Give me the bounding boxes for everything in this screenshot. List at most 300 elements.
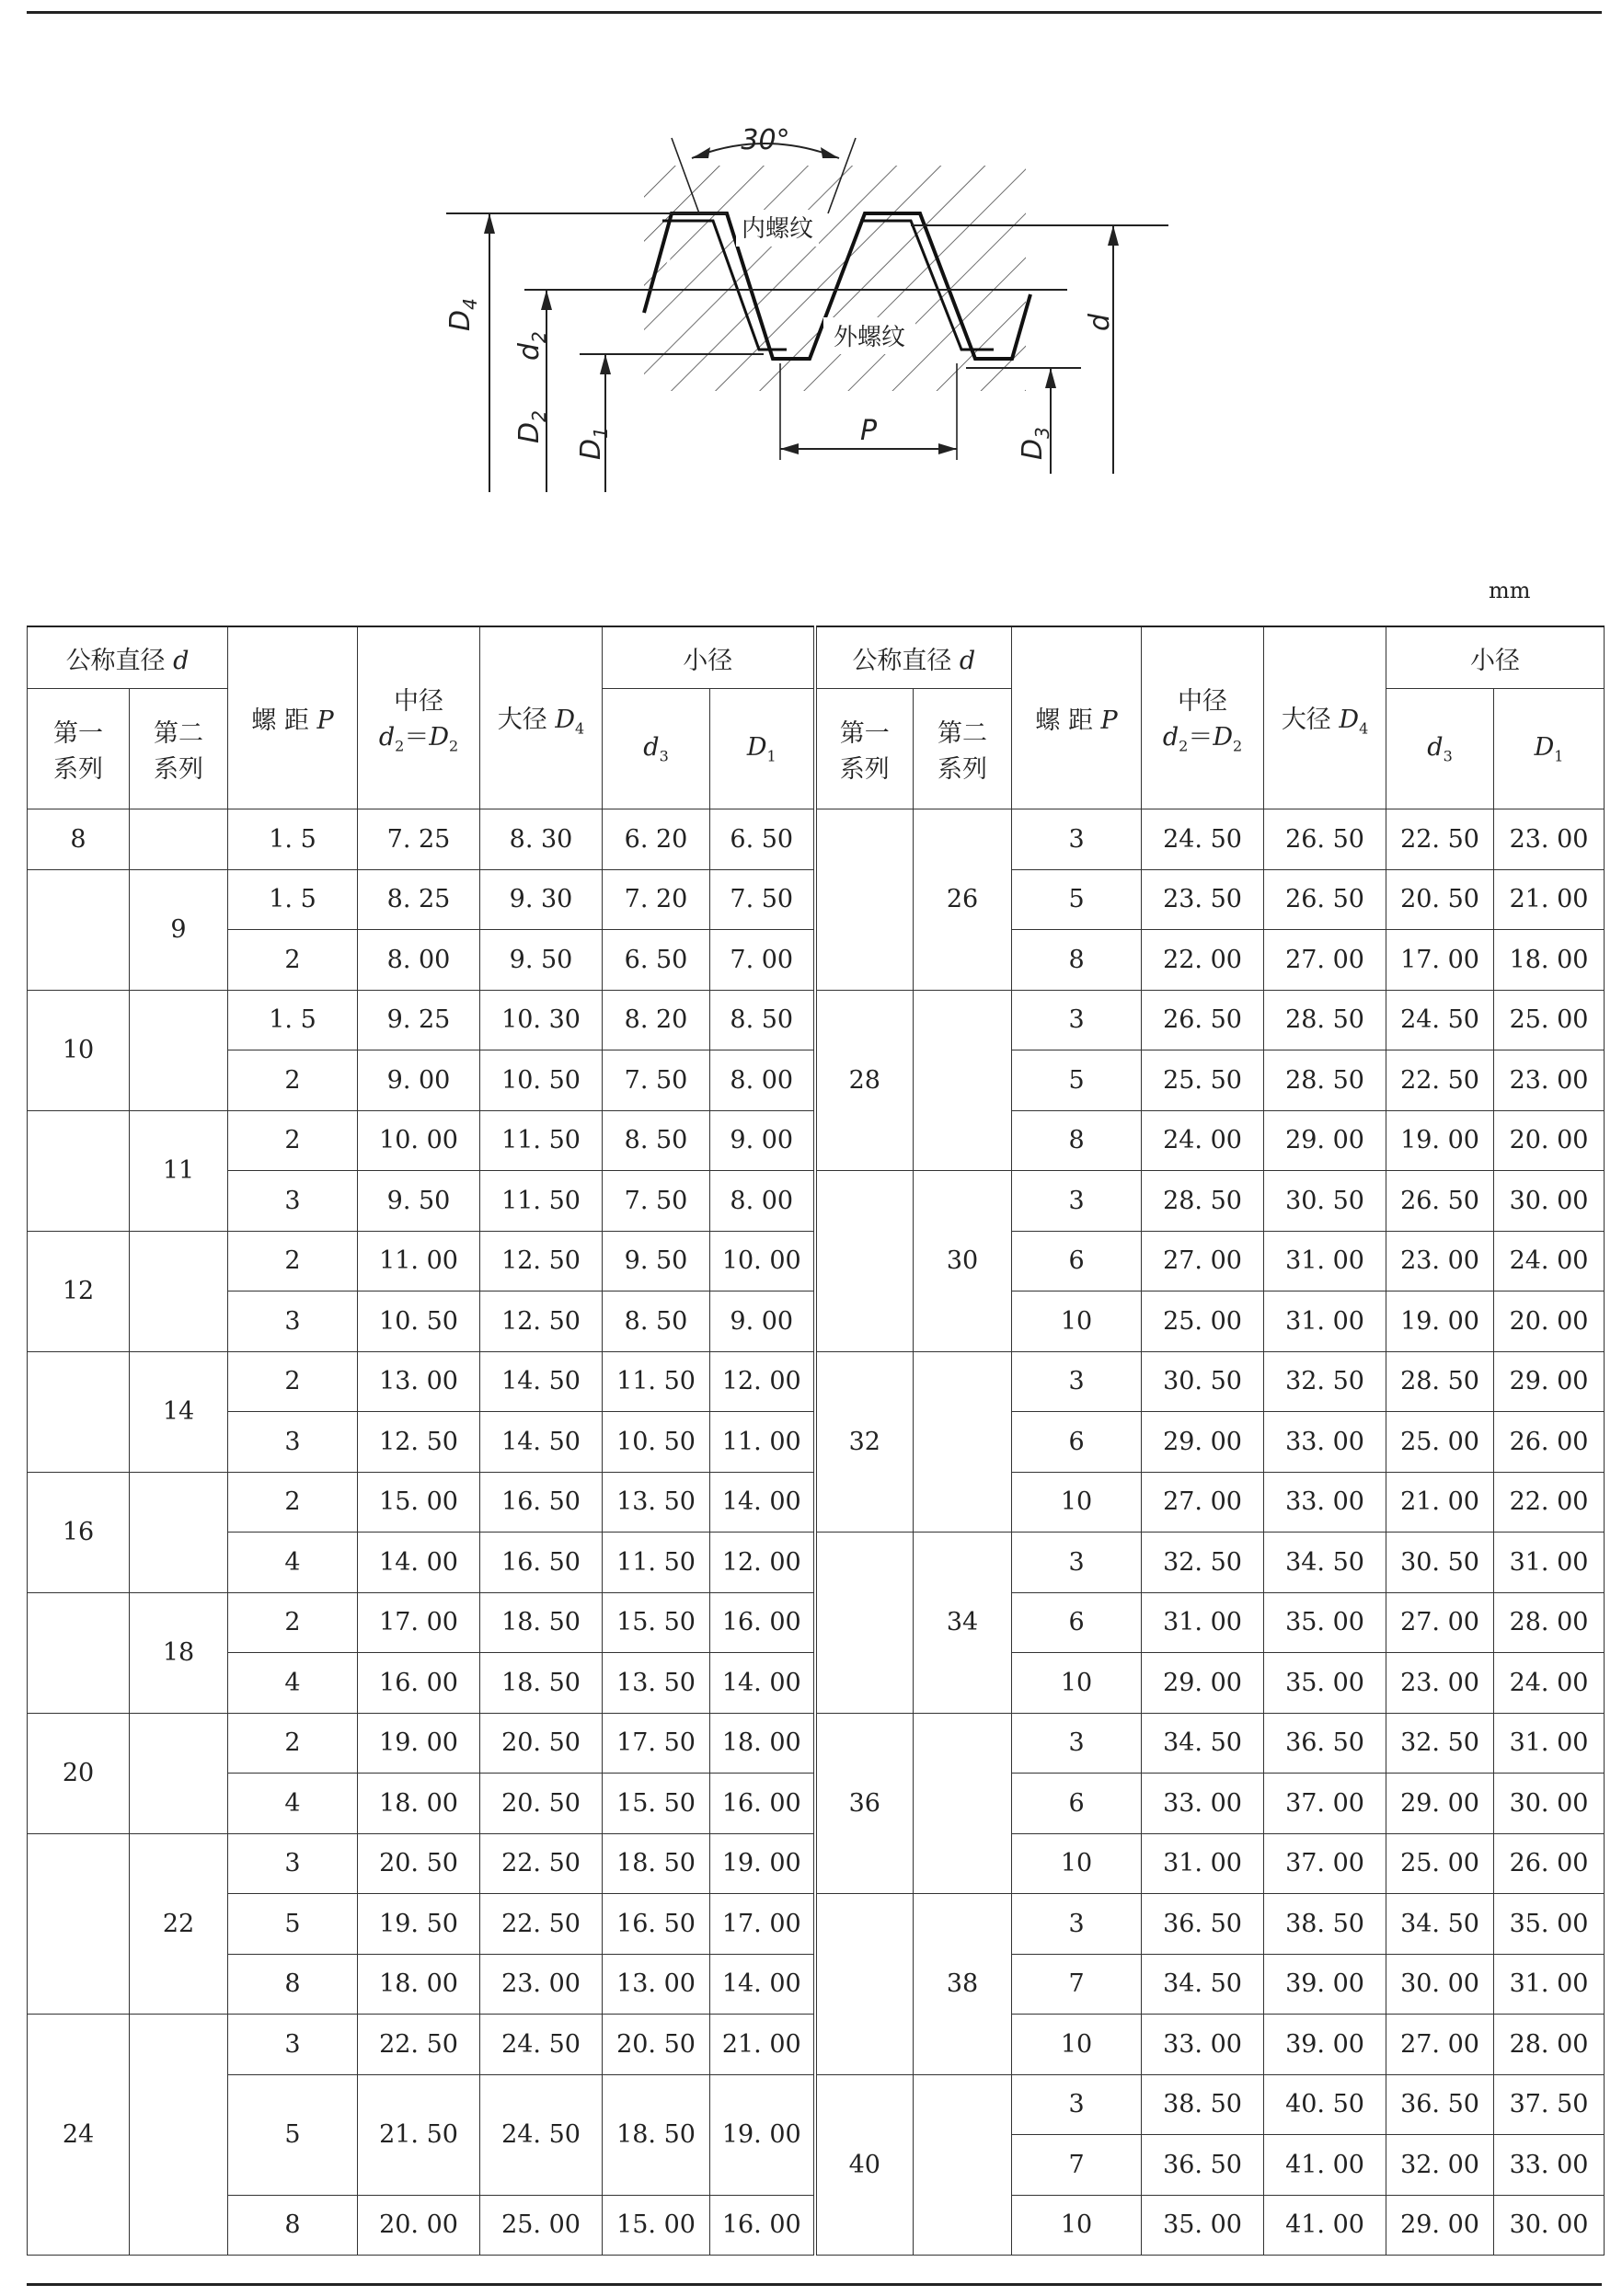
series1-cell <box>28 1351 130 1472</box>
minor-d3-cell-right: 19. 00 <box>1386 1292 1494 1352</box>
minor-D1-cell-right: 37. 50 <box>1494 2074 1605 2135</box>
minor-D1-cell-right: 30. 00 <box>1494 1171 1605 1232</box>
major-diameter-cell: 24. 50 <box>480 2074 603 2195</box>
pitch-cell-right: 8 <box>1012 1110 1142 1171</box>
minor-D1-cell-right: 22. 00 <box>1494 1472 1605 1533</box>
pitch-diameter-cell: 20. 00 <box>358 2195 480 2256</box>
label-D1: $D_1$ <box>575 427 612 460</box>
pitch-diameter-cell: 9. 50 <box>358 1171 480 1232</box>
pitch-cell: 3 <box>228 1292 358 1352</box>
D1-header-right: $D_1$ <box>1494 689 1605 809</box>
minor-D1-cell-right: 21. 00 <box>1494 869 1605 930</box>
pitch-diameter-cell-right: 34. 50 <box>1142 1713 1264 1774</box>
major-diameter-cell: 12. 50 <box>480 1292 603 1352</box>
thread-profile-diagram <box>0 0 1622 515</box>
pitch-diameter-cell-right: 22. 00 <box>1142 930 1264 991</box>
minor-D1-cell: 8. 00 <box>710 1050 815 1111</box>
pitch-diameter-cell: 18. 00 <box>358 1774 480 1834</box>
minor-D1-cell-right: 30. 00 <box>1494 2195 1605 2256</box>
pitch-cell: 2 <box>228 1231 358 1292</box>
minor-d3-cell-right: 29. 00 <box>1386 2195 1494 2256</box>
pitch-diameter-cell-right: 33. 00 <box>1142 1774 1264 1834</box>
series1-cell: 24 <box>28 2015 130 2256</box>
major-diameter-cell: 25. 00 <box>480 2195 603 2256</box>
minor-d3-cell: 8. 50 <box>603 1110 710 1171</box>
series2-cell <box>130 1231 228 1351</box>
major-diameter-cell: 22. 50 <box>480 1833 603 1894</box>
minor-d3-cell: 13. 00 <box>603 1954 710 2015</box>
minor-d3-cell-right: 27. 00 <box>1386 2015 1494 2075</box>
major-diameter-cell-right: 34. 50 <box>1264 1533 1386 1593</box>
pitch-cell: 2 <box>228 1713 358 1774</box>
table-row <box>28 1533 1605 1593</box>
major-diameter-cell-right: 39. 00 <box>1264 1954 1386 2015</box>
pitch-diameter-cell-right: 27. 00 <box>1142 1231 1264 1292</box>
minor-D1-cell-right: 20. 00 <box>1494 1292 1605 1352</box>
pitch-cell-right: 5 <box>1012 1050 1142 1111</box>
pitch-cell-right: 6 <box>1012 1592 1142 1653</box>
major-diameter-cell-right: 31. 00 <box>1264 1231 1386 1292</box>
minor-d3-cell: 8. 50 <box>603 1292 710 1352</box>
minor-d3-cell-right: 25. 00 <box>1386 1833 1494 1894</box>
major-diameter-cell: 9. 30 <box>480 869 603 930</box>
minor-d3-cell-right: 19. 00 <box>1386 1110 1494 1171</box>
minor-d3-cell-right: 23. 00 <box>1386 1653 1494 1714</box>
minor-D1-cell: 16. 00 <box>710 1592 815 1653</box>
pitch-cell-right: 6 <box>1012 1231 1142 1292</box>
pitch-diameter-cell-right: 29. 00 <box>1142 1653 1264 1714</box>
minor-d3-cell-right: 27. 00 <box>1386 1592 1494 1653</box>
series2-cell-right: 30 <box>914 1171 1012 1352</box>
minor-d3-cell: 11. 50 <box>603 1533 710 1593</box>
pitch-cell-right: 6 <box>1012 1412 1142 1473</box>
pitch-cell-right: 3 <box>1012 990 1142 1050</box>
series2-cell <box>130 990 228 1110</box>
pitch-header-right: 螺 距 P <box>1012 626 1142 809</box>
pitch-diameter-cell-right: 34. 50 <box>1142 1954 1264 2015</box>
pitch-diameter-cell-right: 33. 00 <box>1142 2015 1264 2075</box>
series2-cell-right: 26 <box>914 809 1012 991</box>
pitch-diameter-cell-right: 35. 00 <box>1142 2195 1264 2256</box>
minor-d3-cell: 20. 50 <box>603 2015 710 2075</box>
major-diameter-cell-right: 26. 50 <box>1264 809 1386 870</box>
label-d2: $d_2$ <box>513 331 550 361</box>
series1-cell-right <box>815 809 914 991</box>
major-diameter-cell: 14. 50 <box>480 1351 603 1412</box>
major-diameter-cell-right: 35. 00 <box>1264 1653 1386 1714</box>
pitch-cell-right: 3 <box>1012 1533 1142 1593</box>
pitch-diameter-cell-right: 25. 50 <box>1142 1050 1264 1111</box>
pitch-cell: 5 <box>228 1894 358 1955</box>
series2-cell <box>130 1713 228 1833</box>
minor-d3-cell: 7. 50 <box>603 1171 710 1232</box>
major-diameter-cell: 12. 50 <box>480 1231 603 1292</box>
series1-cell <box>28 1833 130 2015</box>
nominal-header-right: 公称直径 d <box>815 626 1012 689</box>
table-row <box>28 1894 1605 1955</box>
pitch-diameter-cell-right: 31. 00 <box>1142 1833 1264 1894</box>
minor-D1-cell: 14. 00 <box>710 1653 815 1714</box>
label-d: d <box>1084 313 1116 331</box>
minor-D1-cell-right: 23. 00 <box>1494 809 1605 870</box>
minor-d3-cell-right: 30. 00 <box>1386 1954 1494 2015</box>
minor-D1-cell-right: 23. 00 <box>1494 1050 1605 1111</box>
series1-cell-right: 32 <box>815 1351 914 1533</box>
pitch-diameter-cell-right: 29. 00 <box>1142 1412 1264 1473</box>
major-diameter-cell-right: 26. 50 <box>1264 869 1386 930</box>
minor-d3-cell-right: 24. 50 <box>1386 990 1494 1050</box>
label-D2: $D_2$ <box>513 410 550 443</box>
series2-cell: 18 <box>130 1592 228 1713</box>
pitch-cell-right: 8 <box>1012 930 1142 991</box>
pitch-diameter-cell: 9. 00 <box>358 1050 480 1111</box>
series2-cell-right <box>914 990 1012 1171</box>
pitch-diameter-cell-right: 30. 50 <box>1142 1351 1264 1412</box>
pitch-diameter-cell: 12. 50 <box>358 1412 480 1473</box>
series1-cell: 16 <box>28 1472 130 1592</box>
series1-cell-right: 36 <box>815 1713 914 1894</box>
series2-header-right: 第二 系列 <box>914 689 1012 809</box>
minor-D1-cell-right: 33. 00 <box>1494 2135 1605 2196</box>
major-diameter-cell: 23. 00 <box>480 1954 603 2015</box>
pitch-cell-right: 5 <box>1012 869 1142 930</box>
pitch-diameter-cell: 22. 50 <box>358 2015 480 2075</box>
pitch-diameter-cell-right: 31. 00 <box>1142 1592 1264 1653</box>
minor-d3-cell-right: 23. 00 <box>1386 1231 1494 1292</box>
pitch-cell-right: 3 <box>1012 809 1142 870</box>
minor-d3-cell-right: 17. 00 <box>1386 930 1494 991</box>
major-diameter-cell: 24. 50 <box>480 2015 603 2075</box>
pitch-diameter-cell: 20. 50 <box>358 1833 480 1894</box>
minor-D1-cell-right: 24. 00 <box>1494 1653 1605 1714</box>
pitch-diameter-cell: 8. 00 <box>358 930 480 991</box>
minor-d3-cell: 18. 50 <box>603 2074 710 2195</box>
pitch-cell-right: 7 <box>1012 2135 1142 2196</box>
minor-D1-cell: 17. 00 <box>710 1894 815 1955</box>
minor-d3-cell-right: 36. 50 <box>1386 2074 1494 2135</box>
minor-D1-cell: 9. 00 <box>710 1292 815 1352</box>
major-diameter-cell: 8. 30 <box>480 809 603 870</box>
pitch-diameter-cell-right: 28. 50 <box>1142 1171 1264 1232</box>
series2-cell: 14 <box>130 1351 228 1472</box>
minor-D1-cell-right: 29. 00 <box>1494 1351 1605 1412</box>
series2-cell <box>130 1472 228 1592</box>
minor-D1-cell: 19. 00 <box>710 2074 815 2195</box>
minor-D1-cell: 7. 50 <box>710 869 815 930</box>
thread-table <box>27 626 1605 2256</box>
series1-cell <box>28 869 130 990</box>
minor-d3-cell-right: 21. 00 <box>1386 1472 1494 1533</box>
pitch-cell: 3 <box>228 1171 358 1232</box>
pitch-diameter-cell-right: 25. 00 <box>1142 1292 1264 1352</box>
minor-d3-cell-right: 20. 50 <box>1386 869 1494 930</box>
pitch-diameter-cell-right: 24. 50 <box>1142 809 1264 870</box>
pitch-diameter-cell: 17. 00 <box>358 1592 480 1653</box>
series2-cell: 22 <box>130 1833 228 2015</box>
major-diameter-cell-right: 28. 50 <box>1264 990 1386 1050</box>
minor-D1-cell: 14. 00 <box>710 1472 815 1533</box>
angle-label: 30° <box>741 124 790 156</box>
major-diameter-cell-right: 29. 00 <box>1264 1110 1386 1171</box>
pitch-cell-right: 3 <box>1012 1351 1142 1412</box>
pitch-cell-right: 7 <box>1012 1954 1142 2015</box>
minor-diameter-header-right: 小径 <box>1386 626 1605 689</box>
minor-D1-cell: 6. 50 <box>710 809 815 870</box>
series1-cell-right: 40 <box>815 2074 914 2256</box>
pitch-diameter-cell: 21. 50 <box>358 2074 480 2195</box>
major-diameter-cell-right: 30. 50 <box>1264 1171 1386 1232</box>
pitch-cell: 1. 5 <box>228 869 358 930</box>
pitch-diameter-cell: 14. 00 <box>358 1533 480 1593</box>
label-D3: $D_3$ <box>1017 427 1053 460</box>
pitch-diameter-cell: 7. 25 <box>358 809 480 870</box>
pitch-cell-right: 10 <box>1012 2015 1142 2075</box>
minor-d3-cell: 17. 50 <box>603 1713 710 1774</box>
minor-d3-cell: 8. 20 <box>603 990 710 1050</box>
bottom-rule <box>27 2283 1602 2286</box>
minor-D1-cell: 12. 00 <box>710 1351 815 1412</box>
minor-D1-cell: 7. 00 <box>710 930 815 991</box>
series2-cell <box>130 809 228 870</box>
minor-d3-cell-right: 22. 50 <box>1386 1050 1494 1111</box>
minor-d3-cell: 7. 50 <box>603 1050 710 1111</box>
pitch-cell-right: 3 <box>1012 2074 1142 2135</box>
major-diameter-cell: 10. 50 <box>480 1050 603 1111</box>
pitch-diameter-cell: 19. 50 <box>358 1894 480 1955</box>
major-diameter-cell: 22. 50 <box>480 1894 603 1955</box>
pitch-cell: 8 <box>228 1954 358 2015</box>
pitch-cell: 3 <box>228 1412 358 1473</box>
pitch-diameter-cell: 10. 00 <box>358 1110 480 1171</box>
major-diameter-cell: 20. 50 <box>480 1774 603 1834</box>
major-diameter-cell: 18. 50 <box>480 1653 603 1714</box>
table-body <box>28 809 1605 2256</box>
d3-header-right: $d_3$ <box>1386 689 1494 809</box>
pitch-header: 螺 距 P <box>228 626 358 809</box>
minor-d3-cell: 6. 50 <box>603 930 710 991</box>
minor-D1-cell-right: 25. 00 <box>1494 990 1605 1050</box>
minor-D1-cell: 16. 00 <box>710 1774 815 1834</box>
series1-cell-right <box>815 1894 914 2075</box>
outer-thread-label: 外螺纹 <box>833 324 906 351</box>
pitch-diameter-cell: 15. 00 <box>358 1472 480 1533</box>
major-diameter-cell-right: 33. 00 <box>1264 1472 1386 1533</box>
label-P: P <box>859 415 878 447</box>
series1-header: 第一 系列 <box>28 689 130 809</box>
major-diameter-cell-right: 40. 50 <box>1264 2074 1386 2135</box>
minor-d3-cell: 9. 50 <box>603 1231 710 1292</box>
minor-D1-cell-right: 20. 00 <box>1494 1110 1605 1171</box>
minor-d3-cell: 16. 50 <box>603 1894 710 1955</box>
major-diameter-cell-right: 37. 00 <box>1264 1774 1386 1834</box>
minor-d3-cell-right: 29. 00 <box>1386 1774 1494 1834</box>
pitch-diameter-cell-right: 26. 50 <box>1142 990 1264 1050</box>
major-diameter-cell-right: 39. 00 <box>1264 2015 1386 2075</box>
pitch-cell: 2 <box>228 1050 358 1111</box>
pitch-cell-right: 10 <box>1012 1472 1142 1533</box>
major-diameter-cell-right: 41. 00 <box>1264 2135 1386 2196</box>
major-diameter-cell-right: 31. 00 <box>1264 1292 1386 1352</box>
pitch-cell: 2 <box>228 930 358 991</box>
series1-header-right: 第一 系列 <box>815 689 914 809</box>
minor-d3-cell-right: 26. 50 <box>1386 1171 1494 1232</box>
pitch-cell: 4 <box>228 1533 358 1593</box>
table-row <box>28 2074 1605 2135</box>
major-diameter-cell-right: 27. 00 <box>1264 930 1386 991</box>
series2-cell: 9 <box>130 869 228 990</box>
series1-cell: 20 <box>28 1713 130 1833</box>
minor-D1-cell: 14. 00 <box>710 1954 815 2015</box>
minor-D1-cell-right: 24. 00 <box>1494 1231 1605 1292</box>
minor-D1-cell-right: 26. 00 <box>1494 1833 1605 1894</box>
major-diameter-cell: 20. 50 <box>480 1713 603 1774</box>
pitch-cell-right: 6 <box>1012 1774 1142 1834</box>
series1-cell-right <box>815 1171 914 1352</box>
pitch-diameter-cell: 11. 00 <box>358 1231 480 1292</box>
minor-D1-cell-right: 31. 00 <box>1494 1533 1605 1593</box>
major-diameter-cell-right: 28. 50 <box>1264 1050 1386 1111</box>
pitch-diameter-cell-right: 36. 50 <box>1142 1894 1264 1955</box>
minor-d3-cell: 18. 50 <box>603 1833 710 1894</box>
minor-d3-cell-right: 34. 50 <box>1386 1894 1494 1955</box>
minor-d3-cell-right: 30. 50 <box>1386 1533 1494 1593</box>
nominal-header: 公称直径 d <box>28 626 228 689</box>
pitch-cell: 2 <box>228 1592 358 1653</box>
minor-D1-cell-right: 18. 00 <box>1494 930 1605 991</box>
minor-D1-cell: 21. 00 <box>710 2015 815 2075</box>
major-diameter-header: 大径 $D_4$ <box>480 626 603 809</box>
major-diameter-cell: 9. 50 <box>480 930 603 991</box>
major-diameter-cell-right: 32. 50 <box>1264 1351 1386 1412</box>
pitch-diameter-cell-right: 27. 00 <box>1142 1472 1264 1533</box>
pitch-diameter-cell: 8. 25 <box>358 869 480 930</box>
pitch-cell: 4 <box>228 1653 358 1714</box>
pitch-cell: 1. 5 <box>228 990 358 1050</box>
series2-cell-right <box>914 1351 1012 1533</box>
table-row <box>28 990 1605 1050</box>
series2-cell: 11 <box>130 1110 228 1231</box>
minor-D1-cell-right: 28. 00 <box>1494 2015 1605 2075</box>
major-diameter-cell: 16. 50 <box>480 1533 603 1593</box>
minor-D1-cell-right: 28. 00 <box>1494 1592 1605 1653</box>
minor-D1-cell: 19. 00 <box>710 1833 815 1894</box>
minor-d3-cell: 15. 50 <box>603 1592 710 1653</box>
major-diameter-cell-right: 36. 50 <box>1264 1713 1386 1774</box>
minor-d3-cell: 11. 50 <box>603 1351 710 1412</box>
series2-cell <box>130 2015 228 2256</box>
pitch-diameter-cell-right: 23. 50 <box>1142 869 1264 930</box>
D1-header: $D_1$ <box>710 689 815 809</box>
series2-header: 第二 系列 <box>130 689 228 809</box>
pitch-cell: 5 <box>228 2074 358 2195</box>
major-diameter-cell-right: 38. 50 <box>1264 1894 1386 1955</box>
minor-d3-cell: 15. 50 <box>603 1774 710 1834</box>
table-row <box>28 1171 1605 1232</box>
major-diameter-header-right: 大径 $D_4$ <box>1264 626 1386 809</box>
minor-d3-cell-right: 32. 50 <box>1386 1713 1494 1774</box>
pitch-cell: 2 <box>228 1351 358 1412</box>
major-diameter-cell: 11. 50 <box>480 1110 603 1171</box>
minor-d3-cell: 13. 50 <box>603 1653 710 1714</box>
minor-d3-cell-right: 25. 00 <box>1386 1412 1494 1473</box>
table-row <box>28 809 1605 870</box>
pitch-diameter-header-right: 中径 $d_2=D_2$ <box>1142 626 1264 809</box>
pitch-cell: 1. 5 <box>228 809 358 870</box>
series1-cell-right: 28 <box>815 990 914 1171</box>
pitch-diameter-cell-right: 38. 50 <box>1142 2074 1264 2135</box>
pitch-cell: 4 <box>228 1774 358 1834</box>
pitch-diameter-cell: 9. 25 <box>358 990 480 1050</box>
table-row <box>28 1351 1605 1412</box>
major-diameter-cell: 11. 50 <box>480 1171 603 1232</box>
pitch-cell-right: 3 <box>1012 1713 1142 1774</box>
series1-cell <box>28 1592 130 1713</box>
minor-D1-cell: 12. 00 <box>710 1533 815 1593</box>
pitch-cell-right: 10 <box>1012 1653 1142 1714</box>
pitch-cell-right: 10 <box>1012 1833 1142 1894</box>
unit-label: mm <box>1489 578 1531 603</box>
series2-cell-right <box>914 1713 1012 1894</box>
minor-d3-cell: 7. 20 <box>603 869 710 930</box>
series1-cell <box>28 1110 130 1231</box>
minor-D1-cell-right: 31. 00 <box>1494 1713 1605 1774</box>
table-row <box>28 1713 1605 1774</box>
major-diameter-cell: 10. 30 <box>480 990 603 1050</box>
pitch-diameter-header: 中径 $d_2=D_2$ <box>358 626 480 809</box>
minor-d3-cell: 13. 50 <box>603 1472 710 1533</box>
pitch-diameter-cell: 18. 00 <box>358 1954 480 2015</box>
minor-D1-cell: 11. 00 <box>710 1412 815 1473</box>
inner-thread-label: 内螺纹 <box>741 215 814 243</box>
pitch-diameter-cell-right: 32. 50 <box>1142 1533 1264 1593</box>
pitch-diameter-cell-right: 36. 50 <box>1142 2135 1264 2196</box>
pitch-diameter-cell: 16. 00 <box>358 1653 480 1714</box>
major-diameter-cell-right: 41. 00 <box>1264 2195 1386 2256</box>
pitch-cell: 8 <box>228 2195 358 2256</box>
series2-cell-right: 34 <box>914 1533 1012 1714</box>
minor-d3-cell: 6. 20 <box>603 809 710 870</box>
series1-cell: 12 <box>28 1231 130 1351</box>
minor-D1-cell: 8. 50 <box>710 990 815 1050</box>
minor-d3-cell-right: 32. 00 <box>1386 2135 1494 2196</box>
series1-cell-right <box>815 1533 914 1714</box>
minor-d3-cell: 10. 50 <box>603 1412 710 1473</box>
series2-cell-right <box>914 2074 1012 2256</box>
pitch-cell-right: 3 <box>1012 1894 1142 1955</box>
minor-d3-cell-right: 22. 50 <box>1386 809 1494 870</box>
major-diameter-cell: 18. 50 <box>480 1592 603 1653</box>
label-D4: $D_4$ <box>444 298 481 331</box>
minor-D1-cell: 16. 00 <box>710 2195 815 2256</box>
major-diameter-cell-right: 35. 00 <box>1264 1592 1386 1653</box>
major-diameter-cell: 16. 50 <box>480 1472 603 1533</box>
major-diameter-cell-right: 37. 00 <box>1264 1833 1386 1894</box>
pitch-cell: 2 <box>228 1472 358 1533</box>
minor-D1-cell: 18. 00 <box>710 1713 815 1774</box>
pitch-diameter-cell: 19. 00 <box>358 1713 480 1774</box>
pitch-diameter-cell: 10. 50 <box>358 1292 480 1352</box>
pitch-diameter-cell: 13. 00 <box>358 1351 480 1412</box>
series1-cell: 10 <box>28 990 130 1110</box>
pitch-cell-right: 10 <box>1012 2195 1142 2256</box>
minor-diameter-header: 小径 <box>603 626 815 689</box>
pitch-diameter-cell-right: 24. 00 <box>1142 1110 1264 1171</box>
series2-cell-right: 38 <box>914 1894 1012 2075</box>
pitch-cell: 3 <box>228 1833 358 1894</box>
minor-D1-cell-right: 35. 00 <box>1494 1894 1605 1955</box>
minor-D1-cell: 8. 00 <box>710 1171 815 1232</box>
minor-D1-cell-right: 31. 00 <box>1494 1954 1605 2015</box>
